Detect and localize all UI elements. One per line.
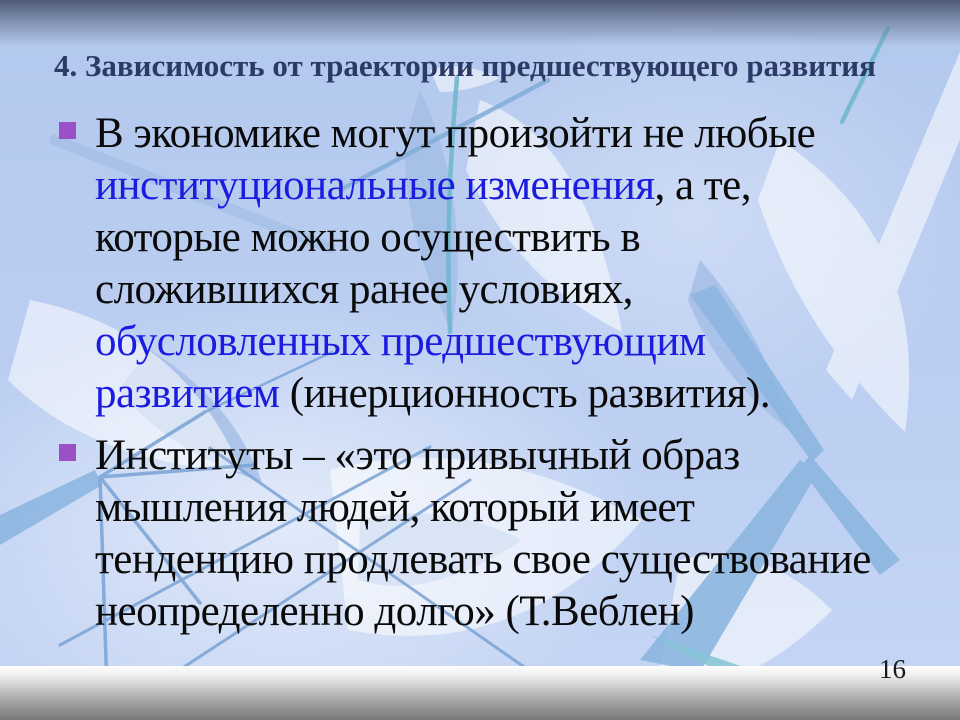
text-segment: (инерционность развития). [279,370,771,417]
text-line [95,586,935,638]
text-segment: Институты – «это привычный образ [95,432,740,479]
text-segment-emphasis: институциональные изменения [95,162,655,209]
text-segment: тенденцию продлевать свое существование [95,536,871,583]
text-line [95,316,935,368]
text-line [95,264,935,316]
text-segment: которые можно осуществить в [95,214,641,261]
text-segment: , а те, [654,162,751,209]
text-segment: мышления людей, который имеет [95,484,695,531]
text-segment-emphasis: развитием [95,370,280,417]
text-segment: неопределенно долго» (Т.Веблен) [95,588,694,635]
text-line [95,108,935,160]
text-line [95,368,935,420]
text-line [95,534,935,586]
bullet-square-marker [59,444,76,461]
text-segment: В экономике могут произойти не любые [95,110,816,157]
text-segment: сложившихся ранее условиях, [95,266,633,313]
top-gradient-band [0,0,960,46]
slide-title: 4. Зависимость от траектории предшествующего развития [54,48,876,83]
bullet-square-marker [59,122,76,139]
bottom-gradient-band [0,666,960,720]
text-line [95,212,935,264]
text-line [95,160,935,212]
text-segment-emphasis: обусловленных предшествующим [95,318,706,365]
bullet-item [95,430,935,638]
text-line [95,482,935,534]
slide-body [95,108,935,638]
page-number: 16 [879,654,906,684]
bullet-item [95,108,935,420]
text-line [95,430,935,482]
